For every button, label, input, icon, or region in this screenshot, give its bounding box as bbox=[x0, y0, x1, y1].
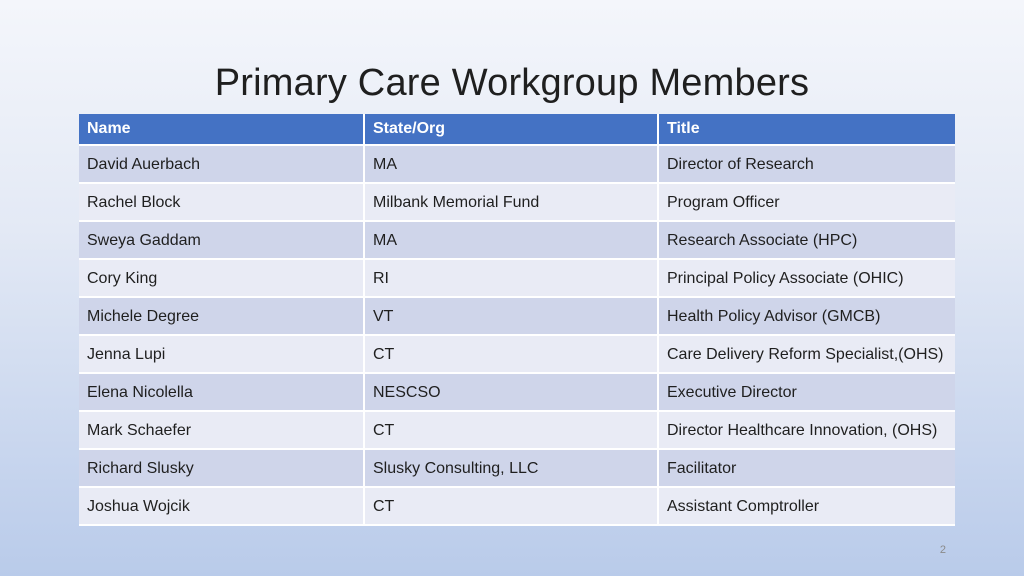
member-state-org: Slusky Consulting, LLC bbox=[364, 449, 658, 487]
member-name: Richard Slusky bbox=[79, 449, 364, 487]
table-row bbox=[79, 259, 955, 297]
member-state-org: MA bbox=[364, 221, 658, 259]
table-row bbox=[79, 221, 955, 259]
column-header-state-org: State/Org bbox=[364, 114, 658, 145]
table-row bbox=[79, 487, 955, 525]
member-title: Health Policy Advisor (GMCB) bbox=[658, 297, 955, 335]
member-state-org: MA bbox=[364, 145, 658, 183]
member-name: Rachel Block bbox=[79, 183, 364, 221]
table-row bbox=[79, 297, 955, 335]
member-name: Cory King bbox=[79, 259, 364, 297]
member-title: Director Healthcare Innovation, (OHS) bbox=[658, 411, 955, 449]
member-title: Executive Director bbox=[658, 373, 955, 411]
member-title: Program Officer bbox=[658, 183, 955, 221]
member-name: Joshua Wojcik bbox=[79, 487, 364, 525]
table-header-row bbox=[79, 114, 955, 145]
member-state-org: CT bbox=[364, 411, 658, 449]
member-state-org: Milbank Memorial Fund bbox=[364, 183, 658, 221]
member-state-org: RI bbox=[364, 259, 658, 297]
members-table bbox=[79, 114, 955, 526]
column-header-name: Name bbox=[79, 114, 364, 145]
member-name: David Auerbach bbox=[79, 145, 364, 183]
slide-title: Primary Care Workgroup Members bbox=[214, 62, 810, 104]
member-name: Sweya Gaddam bbox=[79, 221, 364, 259]
table-row bbox=[79, 183, 955, 221]
member-title: Facilitator bbox=[658, 449, 955, 487]
table-row bbox=[79, 335, 955, 373]
member-title: Principal Policy Associate (OHIC) bbox=[658, 259, 955, 297]
member-name: Mark Schaefer bbox=[79, 411, 364, 449]
member-title: Care Delivery Reform Specialist,(OHS) bbox=[658, 335, 955, 373]
member-title: Assistant Comptroller bbox=[658, 487, 955, 525]
member-name: Jenna Lupi bbox=[79, 335, 364, 373]
member-state-org: CT bbox=[364, 335, 658, 373]
member-title: Director of Research bbox=[658, 145, 955, 183]
member-state-org: CT bbox=[364, 487, 658, 525]
table-row bbox=[79, 411, 955, 449]
column-header-title: Title bbox=[658, 114, 955, 145]
member-name: Michele Degree bbox=[79, 297, 364, 335]
table-row bbox=[79, 449, 955, 487]
member-name: Elena Nicolella bbox=[79, 373, 364, 411]
table-row bbox=[79, 373, 955, 411]
member-state-org: NESCSO bbox=[364, 373, 658, 411]
member-title: Research Associate (HPC) bbox=[658, 221, 955, 259]
member-state-org: VT bbox=[364, 297, 658, 335]
page-number: 2 bbox=[939, 544, 946, 556]
table-row bbox=[79, 145, 955, 183]
